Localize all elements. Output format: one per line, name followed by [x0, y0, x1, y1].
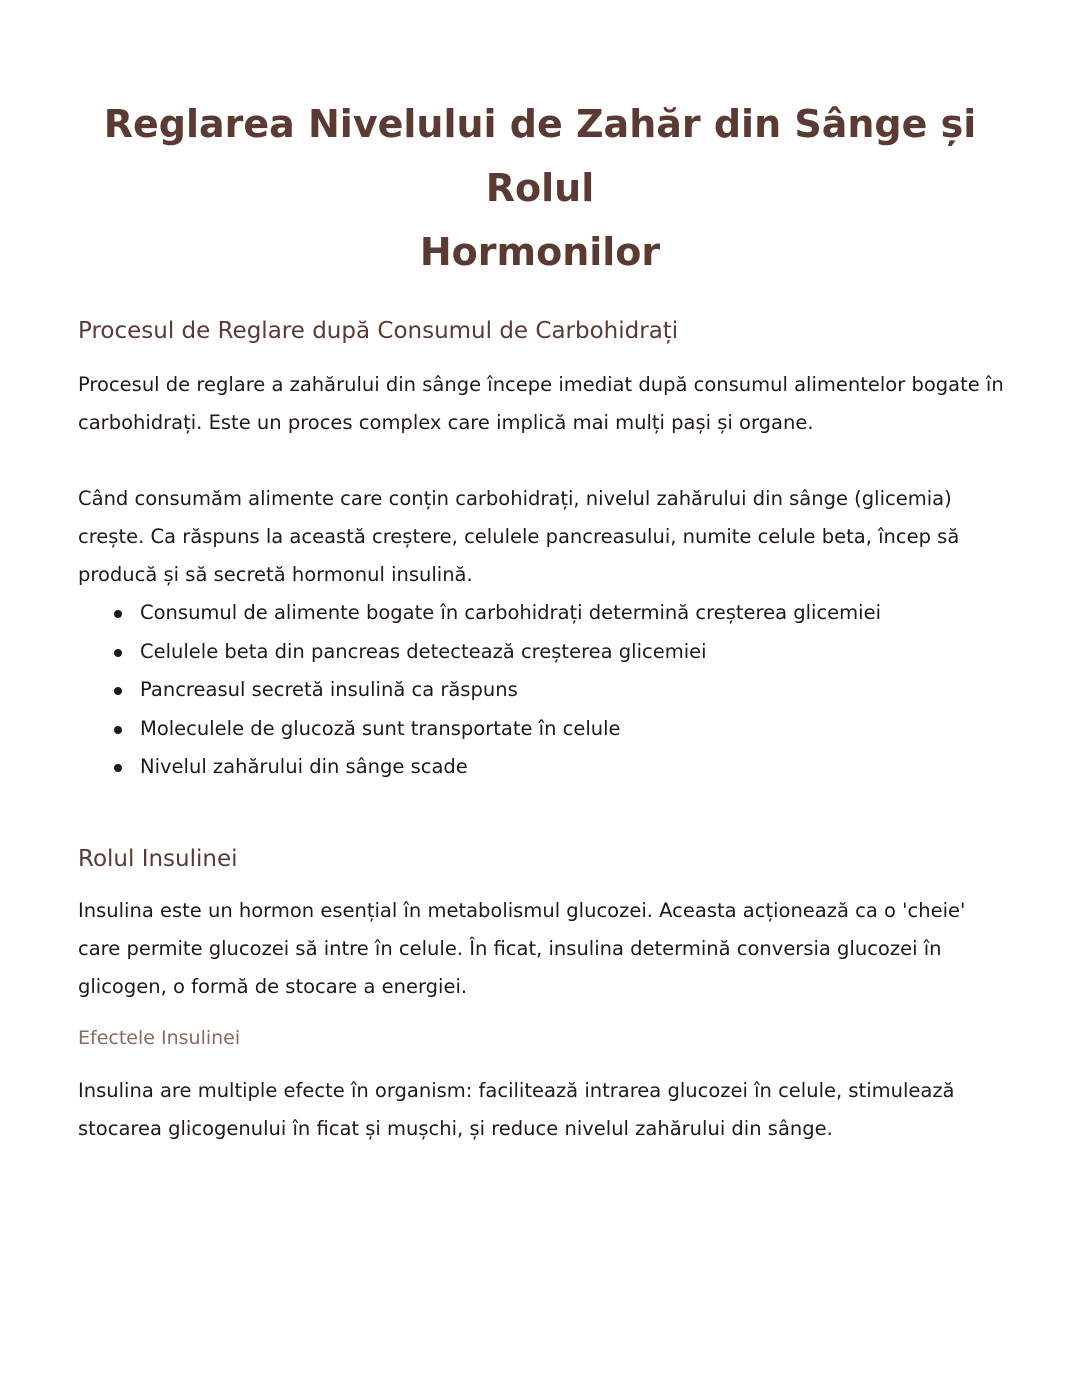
- page-title-line-2: Hormonilor: [419, 230, 661, 274]
- list-item-text: Consumul de alimente bogate în carbohidrați determină creșterea glicemiei: [140, 601, 881, 624]
- page-title: [78, 92, 1002, 284]
- list-item-text: Celulele beta din pancreas detectează creșterea glicemiei: [140, 639, 707, 663]
- bullet-dot-icon: [114, 649, 122, 657]
- section-regulation-process: [78, 316, 1008, 787]
- list-item: [78, 748, 1008, 787]
- section-heading-insulin-role: Rolul Insulinei: [78, 846, 238, 872]
- list-item: [78, 633, 1008, 672]
- list-item: [78, 671, 1008, 710]
- page-title-line-1: Reglarea Nivelului de Zahăr din Sânge și Rolul: [103, 102, 977, 210]
- bullet-dot-icon: [114, 687, 122, 695]
- bullet-dot-icon: [114, 726, 122, 734]
- list-item-text: Nivelul zahărului din sânge scade: [140, 755, 468, 778]
- paragraph-glycemia-response: Când consumăm alimente care conțin carbohidrați, nivelul zahărului din sânge (glicemia) crește. Ca răspuns la această creștere, celulele pancreasului, numite celule beta, încep să producă și să secretă hormonul insulină.: [78, 487, 960, 586]
- bullet-list-regulation-steps: [78, 594, 1008, 787]
- list-item-text: Pancreasul secretă insulină ca răspuns: [140, 678, 518, 701]
- list-item: [78, 594, 1008, 633]
- subheading-insulin-effects: Efectele Insulinei: [78, 1027, 241, 1049]
- bullet-dot-icon: [114, 764, 122, 772]
- list-item: [78, 710, 1008, 749]
- paragraph-insulin-role: Insulina este un hormon esențial în metabolismul glucozei. Aceasta acționează ca o 'cheie' care permite glucozei să intre în celule. În ficat, insulina determină conversia glucozei în glicogen, o formă de stocare a energiei.: [78, 899, 966, 998]
- list-item-text: Moleculele de glucoză sunt transportate în celule: [140, 716, 621, 740]
- paragraph-regulation-intro: Procesul de reglare a zahărului din sânge începe imediat după consumul alimentelor bogate în carbohidrați. Este un proces complex care implică mai mulți pași și organe.: [78, 373, 1004, 434]
- section-heading-regulation-process: Procesul de Reglare după Consumul de Carbohidrați: [78, 318, 679, 344]
- bullet-dot-icon: [114, 610, 122, 618]
- section-insulin-role: [78, 844, 1008, 1148]
- paragraph-insulin-effects: Insulina are multiple efecte în organism: facilitează intrarea glucozei în celule, stimulează stocarea glicogenului în ficat și mușchi, și reduce nivelul zahărului din sânge.: [78, 1079, 955, 1140]
